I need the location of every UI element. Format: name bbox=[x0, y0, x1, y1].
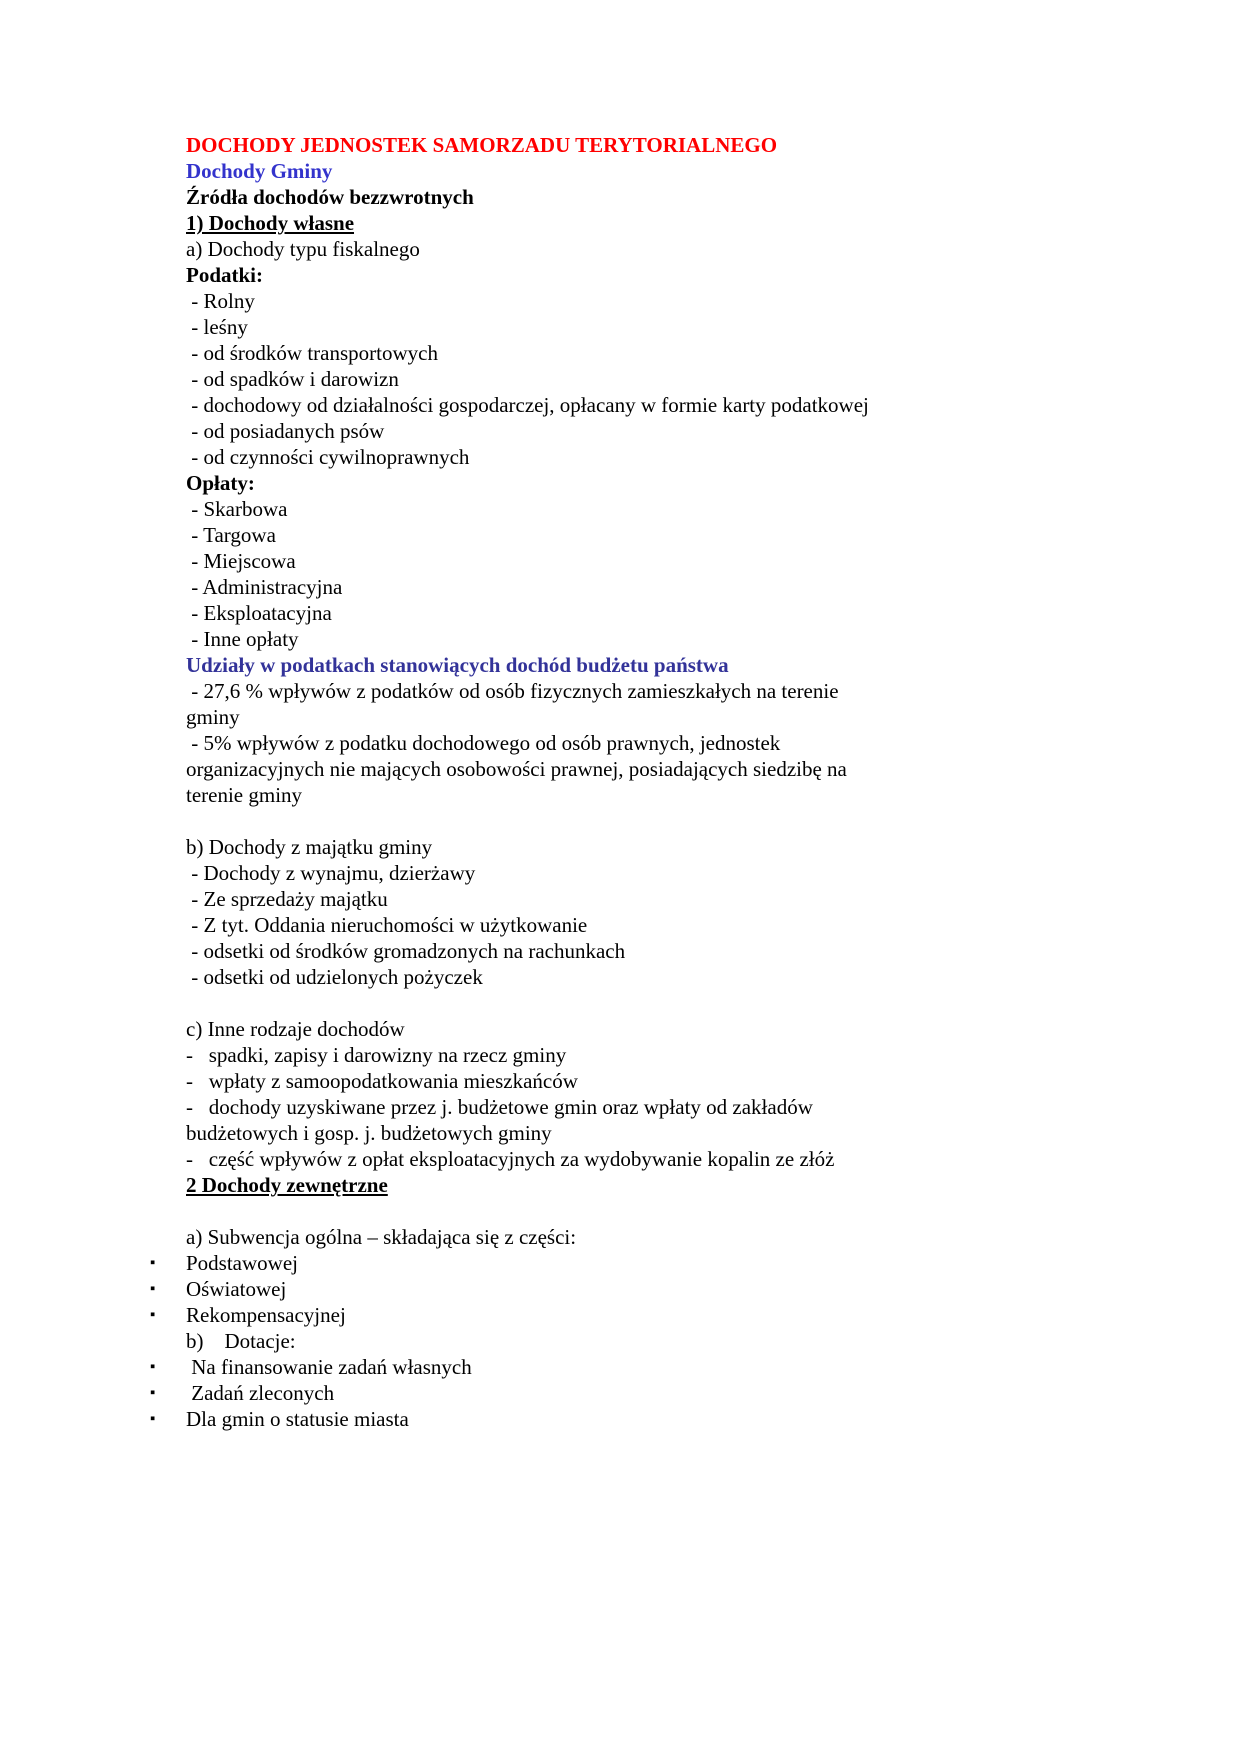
text-line: - od czynności cywilnoprawnych bbox=[186, 445, 470, 469]
text-line: Dochody Gminy bbox=[186, 159, 333, 183]
bullet-item-label: Dla gmin o statusie miasta bbox=[186, 1407, 409, 1431]
text-line: - Administracyjna bbox=[186, 575, 343, 599]
square-bullet-icon: ▪ bbox=[150, 1255, 156, 1271]
text-line: - 27,6 % wpływów z podatków od osób fizycznych zamieszkałych na terenie bbox=[186, 679, 839, 703]
square-bullet-icon: ▪ bbox=[150, 1307, 156, 1323]
text-line: - od posiadanych psów bbox=[186, 419, 385, 443]
bullet-list-item bbox=[150, 1380, 1090, 1406]
text-line: - Inne opłaty bbox=[186, 627, 299, 651]
text-line: a) Dochody typu fiskalnego bbox=[186, 237, 420, 261]
text-line: - leśny bbox=[186, 315, 248, 339]
text-line: gminy bbox=[186, 705, 240, 729]
text-line: - odsetki od środków gromadzonych na rachunkach bbox=[186, 939, 626, 963]
text-line: Podatki: bbox=[186, 263, 264, 287]
square-bullet-icon: ▪ bbox=[150, 1281, 156, 1297]
text-line: - 5% wpływów z podatku dochodowego od osób prawnych, jednostek bbox=[186, 731, 781, 755]
text-line: Udziały w podatkach stanowiących dochód budżetu państwa bbox=[186, 653, 729, 677]
text-line: c) Inne rodzaje dochodów bbox=[186, 1017, 405, 1041]
text-line: DOCHODY JEDNOSTEK SAMORZADU TERYTORIALNEGO bbox=[186, 133, 778, 157]
text-line: 2 Dochody zewnętrzne bbox=[186, 1173, 388, 1197]
bullet-item-label: Zadań zleconych bbox=[186, 1381, 335, 1405]
text-line: - część wpływów z opłat eksploatacyjnych za wydobywanie kopalin ze złóż bbox=[186, 1147, 835, 1171]
text-line: - Targowa bbox=[186, 523, 276, 547]
document-content bbox=[150, 132, 1090, 1432]
text-line: - Dochody z wynajmu, dzierżawy bbox=[186, 861, 476, 885]
text-line: - Skarbowa bbox=[186, 497, 288, 521]
text-line: b) Dotacje: bbox=[186, 1329, 296, 1353]
text-line: - wpłaty z samoopodatkowania mieszkańców bbox=[186, 1069, 578, 1093]
bullet-list-item bbox=[150, 1354, 1090, 1380]
text-line: terenie gminy bbox=[186, 783, 303, 807]
square-bullet-icon: ▪ bbox=[150, 1385, 156, 1401]
text-line: b) Dochody z majątku gminy bbox=[186, 835, 433, 859]
text-line: - od środków transportowych bbox=[186, 341, 438, 365]
bullet-item-label: Podstawowej bbox=[186, 1251, 298, 1275]
text-line: 1) Dochody własne bbox=[186, 211, 355, 235]
square-bullet-icon: ▪ bbox=[150, 1359, 156, 1375]
text-line: - Ze sprzedaży majątku bbox=[186, 887, 388, 911]
bullet-item-label: Na finansowanie zadań własnych bbox=[186, 1355, 472, 1379]
blank-line bbox=[186, 1198, 1090, 1224]
blank-line bbox=[186, 808, 1090, 834]
text-line: Opłaty: bbox=[186, 471, 255, 495]
text-line: budżetowych i gosp. j. budżetowych gminy bbox=[186, 1121, 552, 1145]
text-line: - Miejscowa bbox=[186, 549, 296, 573]
text-line: organizacyjnych nie mających osobowości prawnej, posiadających siedzibę na bbox=[186, 757, 847, 781]
bullet-item-label: Rekompensacyjnej bbox=[186, 1303, 346, 1327]
text-line: Źródła dochodów bezzwrotnych bbox=[186, 185, 474, 209]
text-line: - dochody uzyskiwane przez j. budżetowe gmin oraz wpłaty od zakładów bbox=[186, 1095, 813, 1119]
text-line: - dochodowy od działalności gospodarczej, opłacany w formie karty podatkowej bbox=[186, 393, 869, 417]
text-line: - Z tyt. Oddania nieruchomości w użytkowanie bbox=[186, 913, 588, 937]
text-line: - od spadków i darowizn bbox=[186, 367, 399, 391]
bullet-item-label: Oświatowej bbox=[186, 1277, 287, 1301]
bullet-list-item bbox=[150, 1302, 1090, 1328]
text-line: a) Subwencja ogólna – składająca się z części: bbox=[186, 1225, 577, 1249]
bullet-list-item bbox=[150, 1276, 1090, 1302]
text-line: - Eksploatacyjna bbox=[186, 601, 332, 625]
square-bullet-icon: ▪ bbox=[150, 1411, 156, 1427]
text-line: - odsetki od udzielonych pożyczek bbox=[186, 965, 483, 989]
bullet-list-item bbox=[150, 1406, 1090, 1432]
text-line: - Rolny bbox=[186, 289, 255, 313]
text-line: - spadki, zapisy i darowizny na rzecz gminy bbox=[186, 1043, 567, 1067]
blank-line bbox=[186, 990, 1090, 1016]
bullet-list-item bbox=[150, 1250, 1090, 1276]
